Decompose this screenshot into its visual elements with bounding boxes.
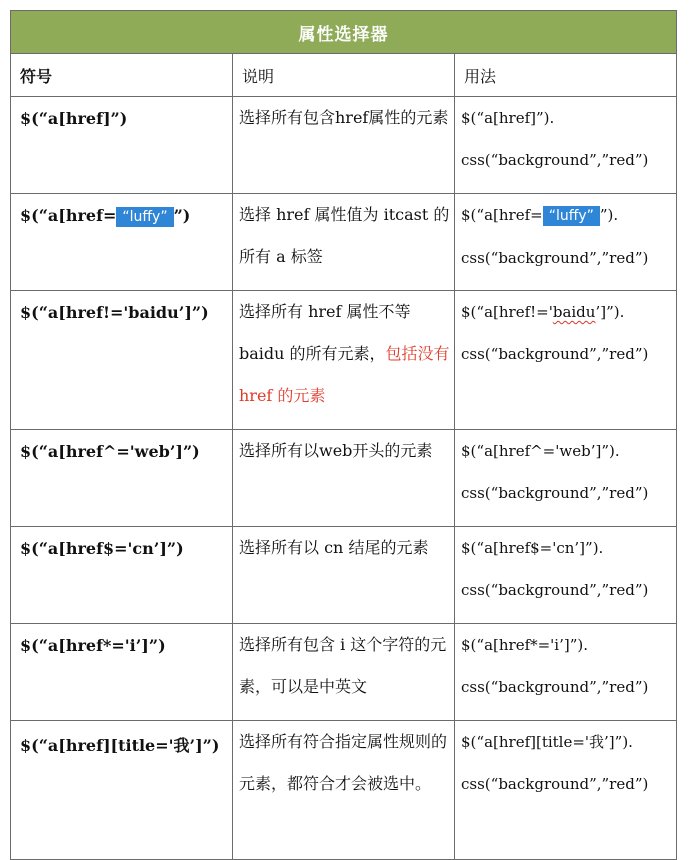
description-text: 选择 href 属性值为 itcast 的所有 a 标签	[239, 205, 450, 266]
usage-line	[461, 291, 672, 333]
table-title-row	[11, 11, 677, 54]
description-cell	[233, 624, 455, 721]
spellcheck-underline: baidu	[552, 303, 596, 321]
usage-line	[461, 194, 672, 237]
usage-cell	[455, 291, 677, 430]
usage-prefix: $(“a[href!='	[461, 303, 553, 321]
description-text	[239, 291, 450, 417]
description-text: 选择所有以 cn 结尾的元素	[239, 538, 429, 557]
usage-line: css(“background”,”red”)	[461, 151, 649, 169]
symbol-suffix: ”)	[173, 206, 191, 225]
symbol-cell: $(“a[href!='baidu’]”)	[11, 291, 233, 430]
usage-prefix: $(“a[href=	[461, 206, 543, 224]
usage-line: $(“a[href*='i’]”).	[461, 636, 589, 654]
usage-cell	[455, 527, 677, 624]
table-title: 属性选择器	[11, 11, 677, 54]
description-text: 选择所有以web开头的元素	[239, 441, 433, 460]
table-row	[11, 624, 677, 721]
usage-line: $(“a[href]”).	[461, 109, 555, 127]
usage-line: css(“background”,”red”)	[461, 345, 649, 363]
usage-cell	[455, 97, 677, 194]
attribute-selector-table	[10, 10, 677, 860]
selection-highlight: “luffy”	[116, 207, 173, 227]
description-red-note: 包括没有 href 的元素	[239, 344, 450, 405]
description-text: 选择所有符合指定属性规则的元素，都符合才会被选中。	[239, 732, 448, 793]
usage-cell	[455, 430, 677, 527]
table-row	[11, 97, 677, 194]
column-header-usage: 用法	[455, 54, 677, 97]
usage-line: css(“background”,”red”)	[461, 581, 649, 599]
symbol-cell: $(“a[href^='web’]”)	[11, 430, 233, 527]
description-cell	[233, 97, 455, 194]
usage-line: css(“background”,”red”)	[461, 249, 649, 267]
table-row	[11, 194, 677, 291]
description-cell	[233, 291, 455, 430]
table-row	[11, 721, 677, 860]
usage-suffix: ”).	[599, 206, 619, 224]
description-cell	[233, 527, 455, 624]
description-cell	[233, 430, 455, 527]
column-header-description: 说明	[233, 54, 455, 97]
symbol-cell: $(“a[href$='cn’]”)	[11, 527, 233, 624]
usage-line: css(“background”,”red”)	[461, 484, 649, 502]
symbol-prefix: $(“a[href=	[20, 206, 117, 225]
usage-cell	[455, 194, 677, 291]
usage-line: $(“a[href][title='我’]”).	[461, 733, 633, 751]
symbol-cell: $(“a[href]”)	[11, 97, 233, 194]
description-cell	[233, 194, 455, 291]
column-header-symbol: 符号	[11, 54, 233, 97]
table-row	[11, 430, 677, 527]
description-text: 选择所有包含 i 这个字符的元素，可以是中英文	[239, 635, 447, 696]
symbol-cell	[11, 194, 233, 291]
description-text: 选择所有包含href属性的元素	[239, 108, 449, 127]
usage-cell	[455, 624, 677, 721]
symbol-cell: $(“a[href*='i’]”)	[11, 624, 233, 721]
table-row	[11, 527, 677, 624]
usage-line: $(“a[href$='cn’]”).	[461, 539, 604, 557]
usage-line: css(“background”,”red”)	[461, 775, 649, 793]
symbol-cell: $(“a[href][title='我’]”)	[11, 721, 233, 860]
usage-line: $(“a[href^='web’]”).	[461, 442, 620, 460]
column-header-row	[11, 54, 677, 97]
description-plain: 选择所有 href 属性不等 baidu 的所有元素，	[239, 302, 411, 363]
table-row	[11, 291, 677, 430]
selection-highlight: “luffy”	[543, 206, 600, 226]
usage-suffix: ’]”).	[595, 303, 625, 321]
usage-line: css(“background”,”red”)	[461, 678, 649, 696]
description-cell	[233, 721, 455, 860]
usage-cell	[455, 721, 677, 860]
